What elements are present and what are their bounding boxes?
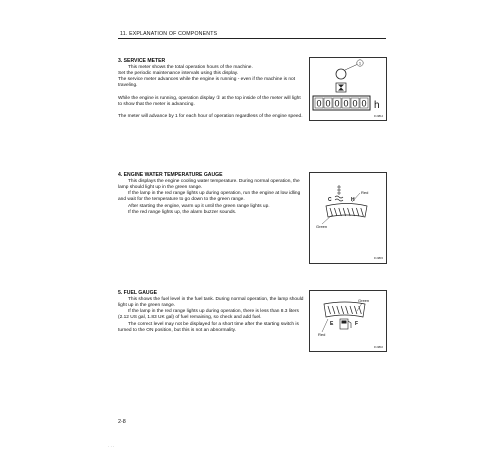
meter-digit: 0 bbox=[361, 98, 367, 109]
gauge-segment bbox=[350, 306, 353, 314]
gauge-segment bbox=[341, 306, 344, 314]
header-title: 11. EXPLANATION OF COMPONENTS bbox=[120, 31, 218, 37]
paragraph: If the lamp in the red range lights up during operation, there is less than 8.3 liters (2.12 US gal, 1.83 UK gal) of fuel remaining, so check and add fuel. bbox=[118, 309, 299, 321]
gauge-segment bbox=[330, 208, 333, 216]
meter-digit: 0 bbox=[343, 98, 349, 109]
gauge-segment bbox=[346, 306, 349, 314]
fuel-pump-icon bbox=[340, 319, 351, 329]
callout-number: 1 bbox=[358, 60, 362, 66]
water-temperature-figure bbox=[309, 172, 387, 264]
meter-digit: 0 bbox=[352, 98, 358, 109]
fuel-gauge-figure bbox=[309, 290, 387, 352]
gauge-segment bbox=[332, 306, 335, 314]
paragraph: This shows the fuel level in the fuel tank. During normal operation, the lamp should light up in the green range. bbox=[118, 297, 304, 309]
paragraph: After starting the engine, warm up it until the green range lights up. bbox=[128, 203, 270, 209]
section-fuel-gauge bbox=[118, 290, 304, 334]
meter-digits bbox=[315, 98, 368, 109]
label-f: F bbox=[355, 321, 359, 327]
service-meter-figure bbox=[309, 57, 387, 121]
paragraph: This meter shows the total operation hours of the machine. bbox=[128, 65, 253, 71]
paragraph: The correct level may not be displayed for a short time after the starting switch is turned to the ON position, but this is not an abnormality. bbox=[118, 321, 299, 333]
figure-code: FI-9814 bbox=[374, 115, 383, 118]
label-e: E bbox=[330, 321, 334, 327]
header-rule bbox=[118, 38, 386, 39]
label-h: H bbox=[351, 197, 355, 203]
gauge-segment bbox=[352, 208, 355, 216]
paragraph: While the engine is running, operation display ① at the top inside of the meter will light to show that the meter is advancing. bbox=[118, 95, 301, 107]
label-red: Red bbox=[361, 190, 369, 195]
operation-display-lamp bbox=[336, 69, 346, 79]
section-heading: 4. ENGINE WATER TEMPERATURE GAUGE bbox=[118, 172, 223, 178]
label-red: Red bbox=[318, 332, 326, 337]
section-service-meter bbox=[118, 58, 304, 120]
paragraph: This displays the engine cooling water temperature. During normal operation, the lamp should light up in the green range. bbox=[118, 179, 300, 191]
section-heading: 5. FUEL GAUGE bbox=[118, 290, 157, 296]
gauge-segment bbox=[356, 208, 359, 216]
section-water-temperature-gauge bbox=[118, 172, 304, 216]
thermometer-icon bbox=[335, 185, 343, 201]
figure-code: FI-9815 bbox=[374, 257, 383, 260]
footer-mark: · · · bbox=[108, 444, 115, 449]
paragraph: If the lamp in the red range lights up during operation, run the engine at low idling and wait for the temperature to go down to the green range. bbox=[118, 191, 301, 203]
gauge-segment bbox=[359, 306, 362, 314]
label-green: Green bbox=[316, 224, 328, 229]
section-heading: 3. SERVICE METER bbox=[118, 58, 166, 64]
page-number: 2-8 bbox=[118, 419, 126, 425]
paragraph: The service meter advances while the engine is running - even if the machine is not traveling. bbox=[118, 77, 296, 89]
gauge-arc bbox=[324, 302, 365, 317]
figure-code: FI-9816 bbox=[374, 346, 383, 349]
gauge-segment bbox=[361, 208, 364, 216]
paragraph: If the red range lights up, the alarm buzzer sounds. bbox=[128, 209, 237, 215]
label-c: C bbox=[328, 197, 332, 203]
gauge-segment bbox=[354, 306, 357, 314]
meter-digit: 0 bbox=[325, 98, 331, 109]
label-green: Green bbox=[358, 298, 370, 303]
meter-digit: 0 bbox=[334, 98, 340, 109]
paragraph: Set the periodic maintenance intervals using this display. bbox=[118, 71, 239, 77]
paragraph: The meter will advance by 1 for each hour of operation regardless of the engine speed. bbox=[118, 113, 303, 119]
gauge-segments bbox=[328, 306, 361, 314]
meter-unit: h bbox=[374, 100, 380, 111]
gauge-segment bbox=[334, 208, 337, 216]
gauge-segment bbox=[339, 208, 342, 216]
gauge-segment bbox=[328, 306, 331, 314]
meter-digit: 0 bbox=[316, 98, 322, 109]
gauge-segment bbox=[337, 306, 340, 314]
